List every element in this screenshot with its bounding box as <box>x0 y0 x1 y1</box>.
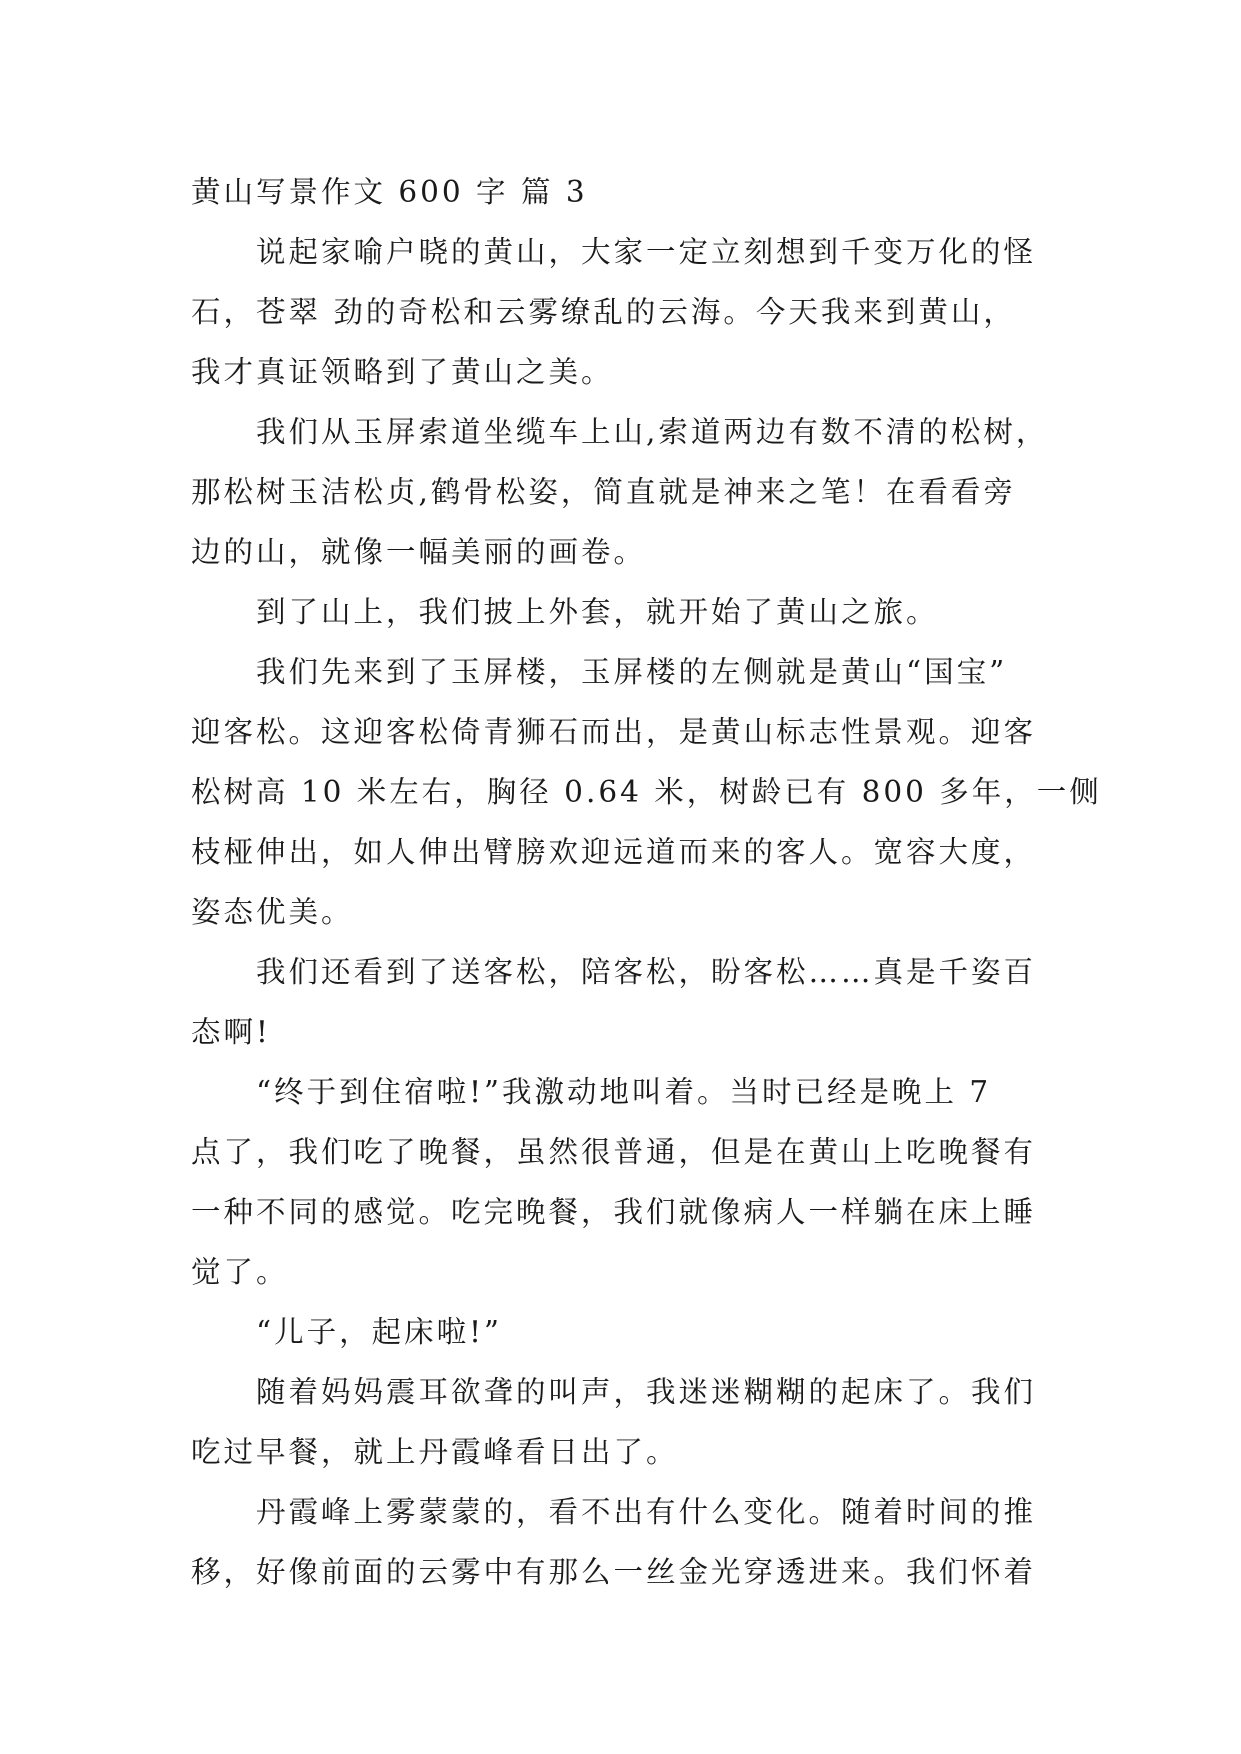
text-line: 我才真证领略到了黄山之美。 <box>191 355 614 389</box>
text-line: 我们先来到了玉屏楼，玉屏楼的左侧就是黄山“国宝” <box>256 655 1008 689</box>
text-line: 石，苍翠 劲的奇松和云雾缭乱的云海。今天我来到黄山， <box>191 295 1016 329</box>
document-body <box>191 162 1102 1602</box>
text-line: “儿子，起床啦!” <box>256 1315 503 1349</box>
text-line: 移，好像前面的云雾中有那么一丝金光穿透进来。我们怀着 <box>191 1555 1037 1589</box>
text-line: 点了，我们吃了晚餐，虽然很普通，但是在黄山上吃晚餐有 <box>191 1135 1037 1169</box>
paragraph <box>191 1362 1051 1482</box>
text-line: 一种不同的感觉。吃完晚餐，我们就像病人一样躺在床上睡 <box>191 1195 1037 1229</box>
text-line: 我们还看到了送客松，陪客松，盼客松……真是千姿百 <box>256 955 1037 989</box>
text-line: 态啊! <box>191 1015 271 1049</box>
paragraph <box>191 582 1051 642</box>
paragraph <box>191 222 1051 402</box>
text-line: 边的山，就像一幅美丽的画卷。 <box>191 535 647 569</box>
text-line: 到了山上，我们披上外套，就开始了黄山之旅。 <box>256 595 939 629</box>
text-line: 随着妈妈震耳欲聋的叫声，我迷迷糊糊的起床了。我们 <box>256 1375 1037 1409</box>
text-line: 那松树玉洁松贞,鹤骨松姿，简直就是神来之笔！在看看旁 <box>191 475 1016 509</box>
text-line: 吃过早餐，就上丹霞峰看日出了。 <box>191 1435 679 1469</box>
paragraph <box>191 1482 1051 1602</box>
text-line: 说起家喻户晓的黄山，大家一定立刻想到千变万化的怪 <box>256 235 1037 269</box>
paragraph <box>191 942 1051 1062</box>
text-line: 丹霞峰上雾蒙蒙的，看不出有什么变化。随着时间的推 <box>256 1495 1037 1529</box>
text-line: 迎客松。这迎客松倚青狮石而出，是黄山标志性景观。迎客 <box>191 715 1037 749</box>
text-line: “终于到住宿啦!”我激动地叫着。当时已经是晚上 7 <box>256 1075 992 1109</box>
paragraph <box>191 1302 1051 1362</box>
text-line: 觉了。 <box>191 1255 289 1289</box>
text-line: 枝桠伸出，如人伸出臂膀欢迎远道而来的客人。宽容大度， <box>191 835 1037 869</box>
text-line: 我们从玉屏索道坐缆车上山,索道两边有数不清的松树， <box>256 415 1049 449</box>
text-line: 姿态优美。 <box>191 895 354 929</box>
paragraph <box>191 402 1051 582</box>
document-title: 黄山写景作文 600 字 篇 3 <box>191 175 588 209</box>
paragraph <box>191 1062 1051 1302</box>
text-line: 松树高 10 米左右，胸径 0.64 米，树龄已有 800 多年，一侧 <box>191 775 1102 809</box>
paragraph <box>191 642 1102 942</box>
